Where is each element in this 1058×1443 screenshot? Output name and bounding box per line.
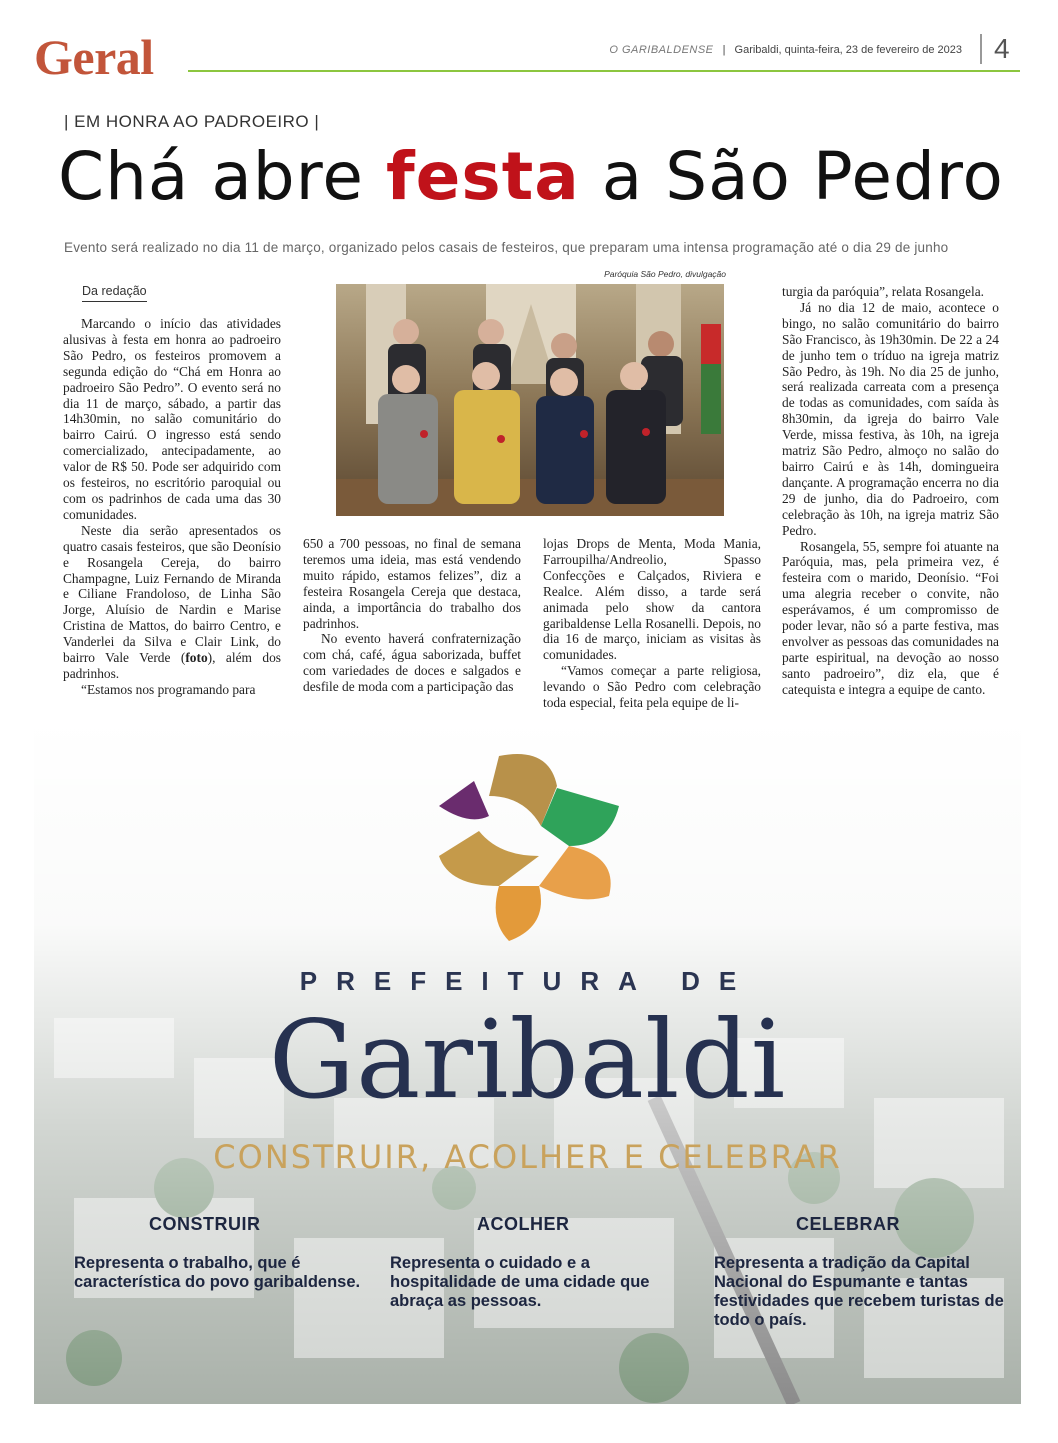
publication-name: O GARIBALDENSE: [609, 44, 714, 56]
ad-prefix: PREFEITURA DE: [299, 966, 756, 996]
pillar-title-construir: CONSTRUIR: [149, 1214, 261, 1234]
article-column-3: [543, 536, 761, 711]
article-kicker: | EM HONRA AO PADROEIRO |: [64, 112, 320, 131]
photo-reference: foto: [185, 650, 208, 666]
dateline: Garibaldi, quinta-feira, 23 de fevereiro de 2023: [734, 44, 962, 56]
article-column-2: [303, 536, 521, 695]
headline-accent: festa: [385, 138, 580, 215]
article-subhead: Evento será realizado no dia 11 de março, organizado pelos casais de festeiros, que preparam uma intensa programação até o dia 29 de junho: [64, 240, 949, 255]
paragraph-text: ), além dos padrinhos.: [63, 650, 281, 681]
headline-part2: a São Pedro: [579, 138, 1004, 215]
paragraph: No evento haverá confraternização com chá, café, água saborizada, buffet com variedades de doces e salgados e desfile de moda com a participação das: [303, 631, 521, 695]
pillar-text-construir: Representa o trabalho, que é característica do povo garibaldense.: [74, 1254, 361, 1291]
photo-credit: Paróquia São Pedro, divulgação: [604, 269, 726, 279]
article-column-1: [63, 316, 281, 698]
paragraph: [63, 523, 281, 682]
group-photo-illustration: [336, 284, 724, 516]
paragraph: lojas Drops de Menta, Moda Mania, Farroupilha/Andreolio, Spasso Confecções e Calçados, Riviera e Realce. Além disso, a tarde será animada pelo show da cantora garibaldense Lella Rosanelli. Depois, no dia 16 de março, iniciam as visitas às comunidades.: [543, 536, 761, 663]
pillar-text-celebrar: Representa a tradição da Capital Nacional do Espumante e tantas festividades que recebem turistas de todo o país.: [714, 1254, 1004, 1329]
ad-slogan: CONSTRUIR, ACOLHER E CELEBRAR: [213, 1138, 842, 1176]
paragraph-text: Neste dia serão apresentados os quatro casais festeiros, que são Deonísio e Rosangela Cereja, do bairro Champagne, Luiz Fernando de Miranda e Ciliane Frandoloso, de Linha São Jorge, Aluísio de Nardin e Marise Cristina de Mattos, do bairro Centro, e Vanderlei da Silva e Clair Link, do bairro Vale Verde (: [63, 522, 281, 666]
prefeitura-logo-icon: [429, 746, 629, 946]
paragraph: “Vamos começar a parte religiosa, levando o São Pedro com celebração toda especial, feita pela equipe de li-: [543, 663, 761, 711]
header-separator: |: [722, 44, 726, 56]
section-title: Geral: [34, 29, 154, 85]
pillar-title-celebrar: CELEBRAR: [796, 1214, 901, 1234]
article-photo: [336, 284, 724, 516]
paragraph: “Estamos nos programando para: [81, 681, 256, 697]
paragraph: Marcando o início das atividades alusivas à festa em honra ao padroeiro São Pedro, os festeiros promovem a segunda edição do “Chá em Honra ao padroeiro São Pedro”. O evento será no dia 11 de março, sábado, a partir das 14h30min, no salão comunitário do bairro Cairú. O ingresso está sendo comercializado, antecipadamente, ao valor de R$ 50. Pode ser adquirido com os festeiros, no escritório paroquial ou com os padrinhos de cada uma das 30 comunidades.: [63, 316, 281, 522]
article-headline: [58, 138, 1004, 215]
byline: Da redação: [82, 284, 147, 302]
ad-city-name: Garibaldi: [268, 998, 787, 1123]
header-rule: [188, 70, 1020, 72]
headline-part1: Chá abre: [58, 138, 386, 215]
paragraph: Já no dia 12 de maio, acontece o bingo, no salão comunitário do bairro São Francisco, às 19h30min. De 22 a 24 de junho tem o tríduo na igreja matriz São Pedro, às 19h. No dia 25 de junho, será realizada carreata com a presença de todas as comunidades, com saída às 8h30min, da igreja do bairro Vale Verde, missa festiva, às 10h, na igreja matriz São Pedro, almoço no salão do bairro Cairú e às 14h, domingueira dançante. A programação encerra no dia 29 de junho, dia do Padroeiro, com celebração às 10h, na igreja matriz São Pedro.: [782, 299, 999, 538]
pillar-text-acolher: Representa o cuidado e a hospitalidade de uma cidade que abraça as pessoas.: [390, 1254, 650, 1310]
pillar-title-acolher: ACOLHER: [477, 1214, 570, 1234]
prefeitura-advertisement: [34, 718, 1021, 1404]
article-column-4: [782, 284, 999, 698]
header-meta: [609, 44, 962, 56]
paragraph: 650 a 700 pessoas, no final de semana teremos uma ideia, mas está vendendo muito rápido, estamos felizes”, diz a festeira Rosangela Cereja que destaca, ainda, a importância do trabalho dos padrinhos.: [303, 536, 521, 631]
paragraph: Rosangela, 55, sempre foi atuante na Paróquia, mas, pela primeira vez, é festeira com o marido, Deonísio. “Foi uma alegria receber o convite, não esperávamos, é um compromisso de poder levar, não só a parte festiva, mas envolver as pessoas das comunidades na parte espiritual, na devoção ao nosso santo padroeiro”, diz ela, que é catequista e integra a equipe de canto.: [782, 538, 999, 697]
page-number: 4: [980, 34, 1010, 64]
paragraph: turgia da paróquia”, relata Rosangela.: [782, 284, 985, 299]
